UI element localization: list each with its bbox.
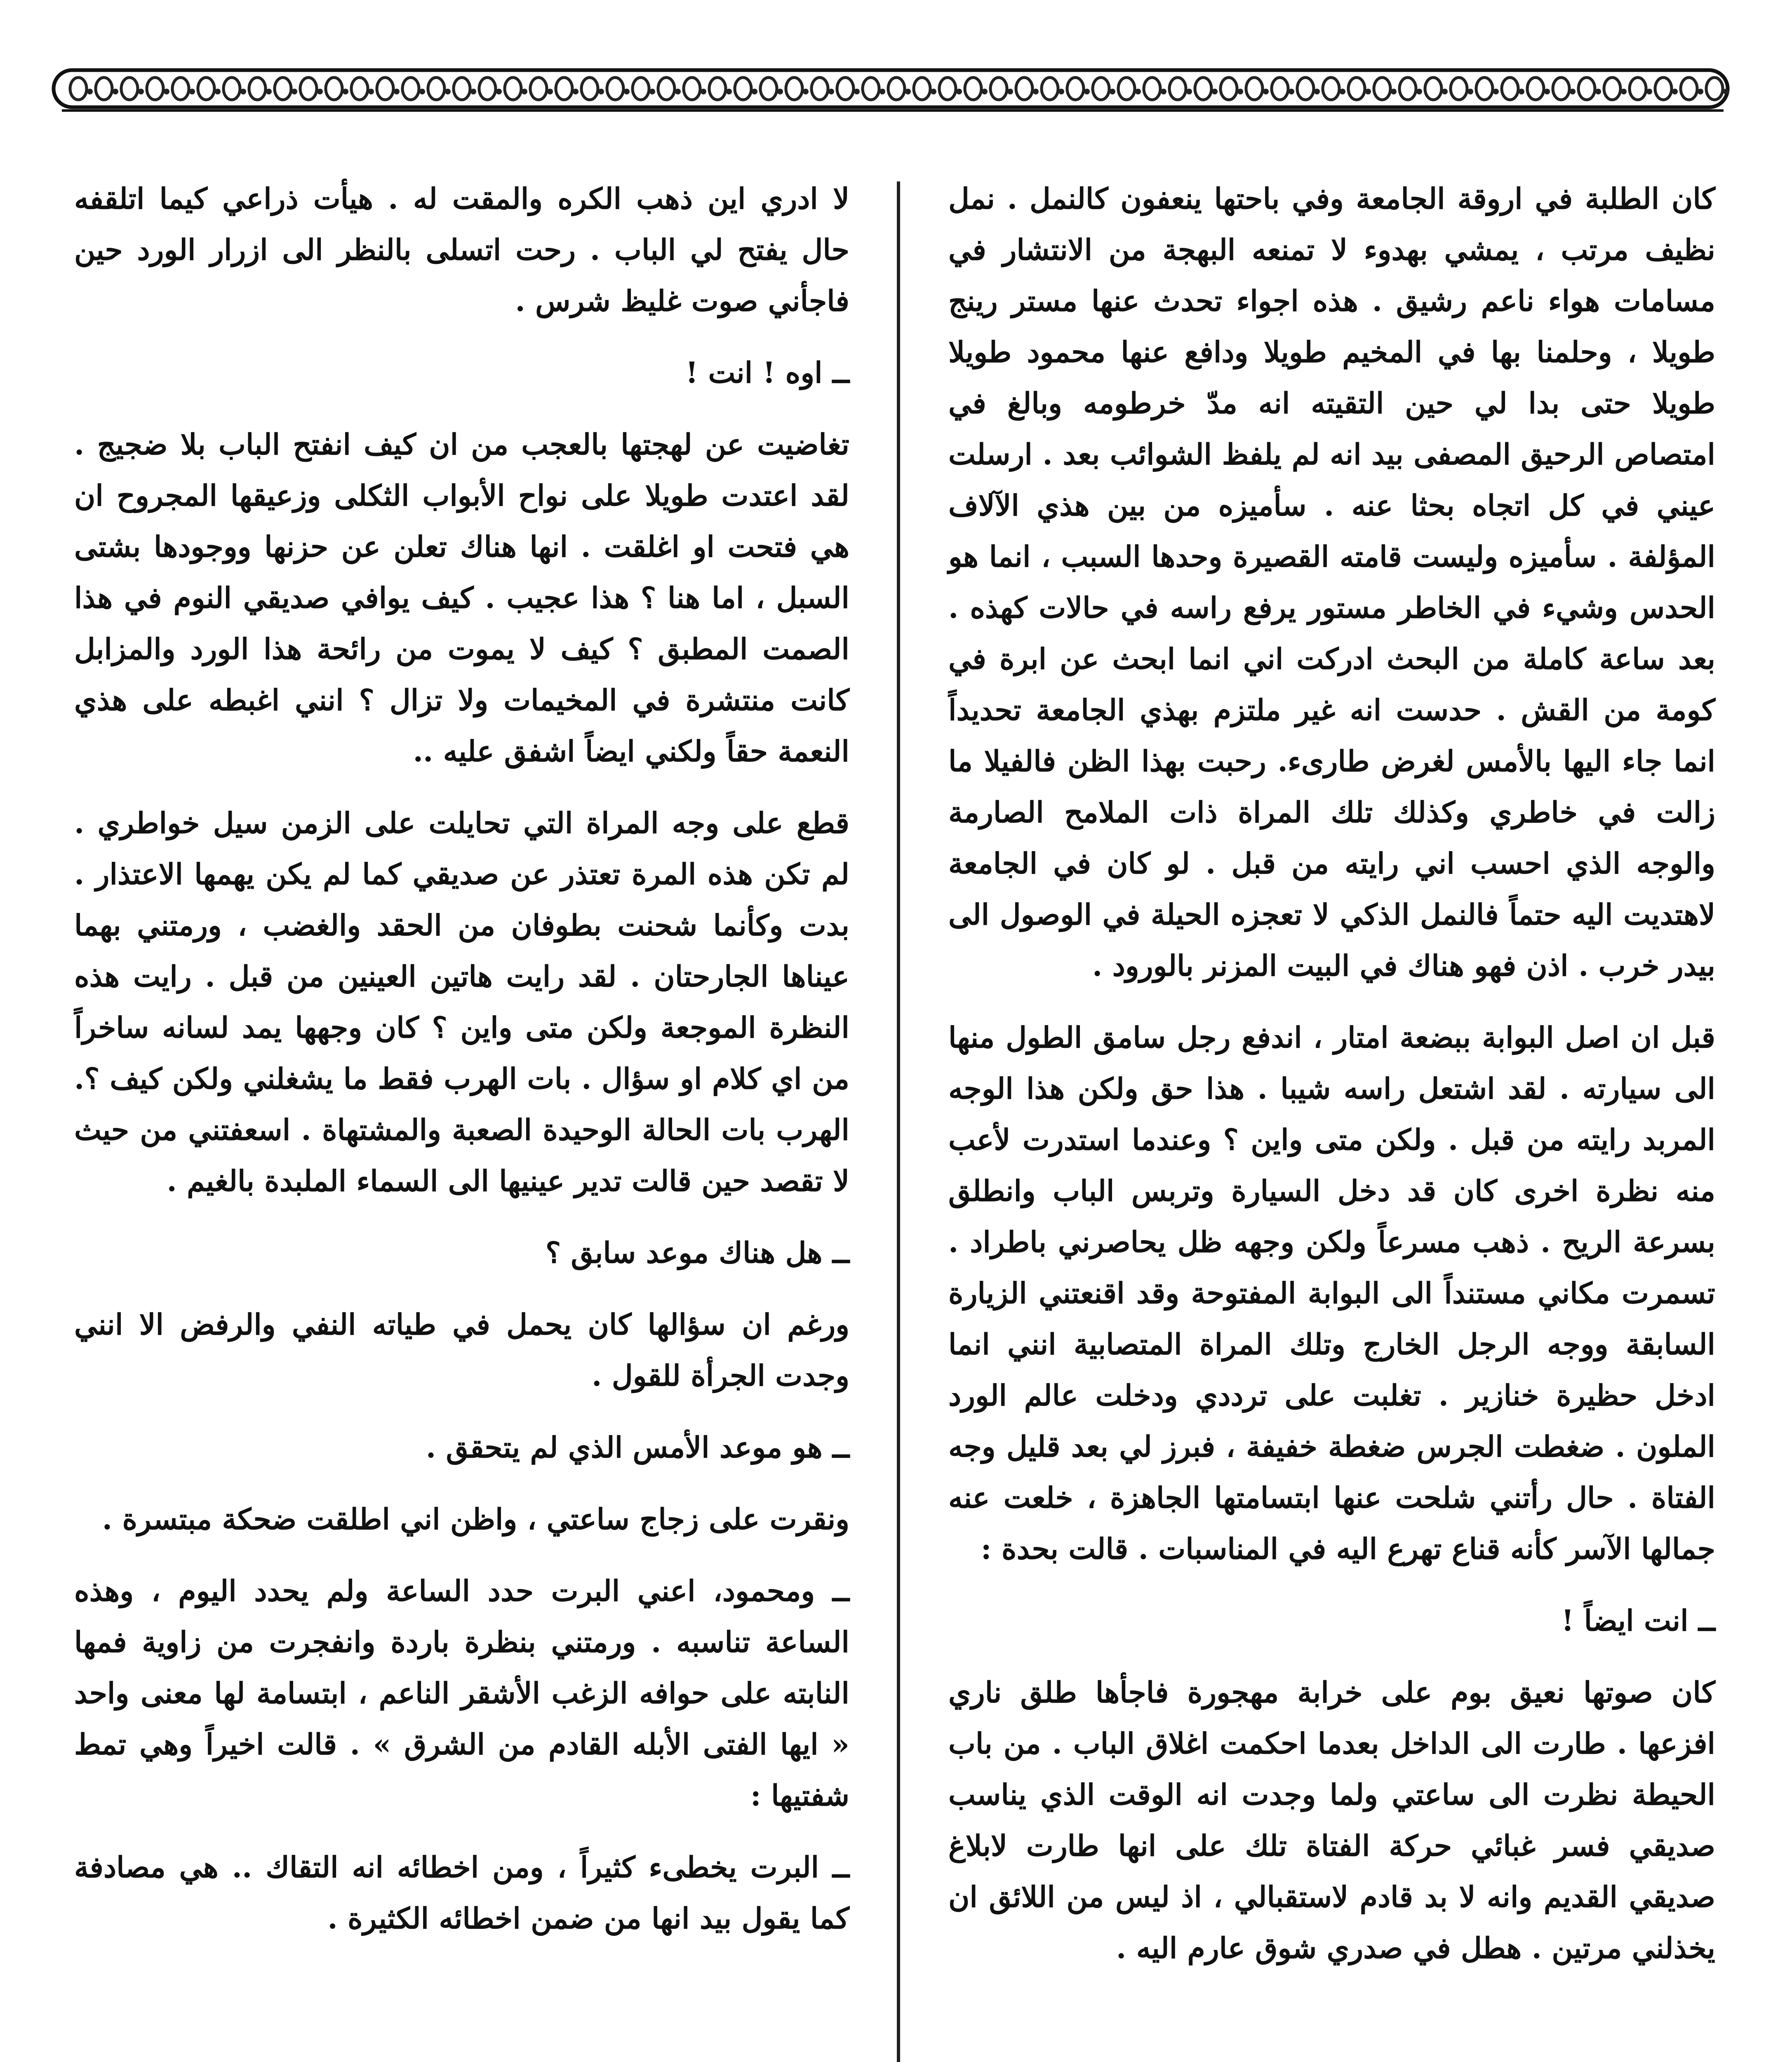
ornamental-top-border	[49, 62, 1748, 124]
right-text-column	[948, 173, 1715, 1994]
paragraph: قطع على وجه المراة التي تحايلت على الزمن سيل خواطري . لم تكن هذه المرة تعتذر عن صديقي كما لم يكن يهمها الاعتذار . بدت وكأنما شحنت بطوفان من الحقد والغضب ، ورمتني بهما عيناها الجارحتان . لقد رايت هاتين العينين من قبل . رايت هذه النظرة الموجعة ولكن متى واين ؟ كان وجهها يمد لسانه ساخراً من اي كلام او سؤال . بات الهرب فقط ما يشغلني ولكن كيف ؟. الهرب بات الحالة الوحيدة الصعبة والمشتهاة . اسعفتني من حيث لا تقصد حين قالت تدير عينيها الى السماء الملبدة بالغيم .	[74, 806, 849, 1198]
paragraph: كان صوتها نعيق بوم على خرابة مهجورة فاجأها طلق ناري افزعها . طارت الى الداخل بعدما احكمت اغلاق الباب . من باب الحيطة نظرت الى ساعتي ولما وجدت انه الوقت الذي يناسب صديقي فسر غبائي حركة الفتاة تلك على انها طارت لابلاغ صديقي القديم وانه لا بد قادم لاستقبالي ، اذ ليس من اللائق ان يخذلني مرتين . هطل في صدري شوق عارم اليه .	[948, 1675, 1715, 1965]
paragraph: لا ادري اين ذهب الكره والمقت له . هيأت ذراعي كيما اتلقفه حال يفتح لي الباب . رحت اتسلى بالنظر الى ازرار الورد حين فاجأني صوت غليظ شرس .	[74, 181, 849, 318]
paragraph: قبل ان اصل البوابة ببضعة امتار ، اندفع رجل سامق الطول منها الى سيارته . لقد اشتعل راسه شيبا . هذا حق ولكن هذا الوجه المربد رايته من قبل . ولكن متى واين ؟ وعندما استدرت لأعب منه نظرة اخرى كان قد دخل السيارة وتربس الباب وانطلق بسرعة الريح . ذهب مسرعاً ولكن وجهه ظل يحاصرني باطراد . تسمرت مكاني مستنداً الى البوابة المفتوحة وقد اقنعتني الزيارة السابقة ووجه الرجل الخارج وتلك المراة المتصابية انني انما ادخل حظيرة خنازير . تغلبت على ترددي ودخلت عالم الورد الملون . ضغطت الجرس ضغطة خفيفة ، فبرز لي بعد قليل وجه الفتاة . حال رأتني شلحت عنها ابتسامتها الجاهزة ، خلعت عنه جمالها الآسر كأنه قناع تهرع اليه في المناسبات . قالت بحدة :	[948, 1020, 1715, 1566]
paragraph: ــ ومحمود، اعني البرت حدد الساعة ولم يحدد اليوم ، وهذه الساعة تناسبه . ورمتني بنظرة باردة وانفجرت من زاوية فمها النابته على حوافه الزغب الأشقر الناعم ، ابتسامة لها معنى واحد « ايها الفتى الأبله القادم من الشرق » . قالت اخيراً وهي تمط شفتيها :	[74, 1574, 849, 1812]
dialogue-line: ــ اوه ! انت !	[685, 355, 849, 390]
dialogue-line: ــ انت ايضاً !	[1561, 1603, 1715, 1638]
paragraph: كان الطلبة في اروقة الجامعة وفي باحتها ينعفون كالنمل . نمل نظيف مرتب ، يمشي بهدوء لا تمنعه البهجة من الانتشار في مسامات هواء ناعم رشيق . هذه اجواء تحدث عنها مستر رينج طويلا ، وحلمنا بها في المخيم طويلا ودافع عنها محمود طويلا طويلا حتى بدا لي حين التقيته انه مدّ خرطومه وبالغ في امتصاص الرحيق المصفى بيد انه لم يلفظ الشوائب بعد . ارسلت عيني في كل اتجاه بحثا عنه . سأميزه من بين هذي الآلاف المؤلفة . سأميزه وليست قامته القصيرة وحدها السبب ، انما هو الحدس وشيء في الخاطر مستور يرفع راسه في حالات كهذه . بعد ساعة كاملة من البحث ادركت اني انما ابحث عن ابرة في كومة من القش . حدست انه غير ملتزم بهذي الجامعة تحديداً انما جاء اليها بالأمس لغرض طارىء. رحبت بهذا الظن فالفيلا ما زالت في خاطري وكذلك تلك المراة ذات الملامح الصارمة والوجه الذي احسب اني رايته من قبل . لو كان في الجامعة لاهتديت اليه حتماً فالنمل الذكي لا تعجزه الحيلة في الوصول الى بيدر خرب . اذن فهو هناك في البيت المزنر بالورود .	[948, 181, 1715, 983]
paragraph: تغاضيت عن لهجتها بالعجب من ان كيف انفتح الباب بلا ضجيج . لقد اعتدت طويلا على نواح الأبواب الثكلى وزعيقها المجروح ان هي فتحت او اغلقت . انها هناك تعلن عن حزنها ووجودها بشتى السبل ، اما هنا ؟ هذا عجيب . كيف يوافي صديقي النوم في هذا الصمت المطبق ؟ كيف لا يموت من رائحة هذا الورد والمزابل كانت منتشرة في المخيمات ولا تزال ؟ انني اغبطه على هذي النعمة حقاً ولكني ايضاً اشفق عليه ..	[74, 427, 849, 768]
dialogue-line: ــ هل هناك موعد سابق ؟	[545, 1236, 849, 1270]
dialogue-line: ــ هو موعد الأمس الذي لم يتحقق .	[426, 1430, 849, 1464]
column-divider	[897, 181, 900, 2062]
left-text-column	[74, 173, 849, 1965]
paragraph: ونقرت على زجاج ساعتي ، واظن اني اطلقت ضحكة مبتسرة .	[102, 1502, 849, 1536]
paragraph: ورغم ان سؤالها كان يحمل في طياته النفي والرفض الا انني وجدت الجرأة للقول .	[74, 1307, 849, 1393]
paragraph: ــ البرت يخطىء كثيراً ، ومن اخطائه انه التقاك .. هي مصادفة كما يقول بيد انها من ضمن اخطائه الكثيرة .	[74, 1850, 849, 1935]
